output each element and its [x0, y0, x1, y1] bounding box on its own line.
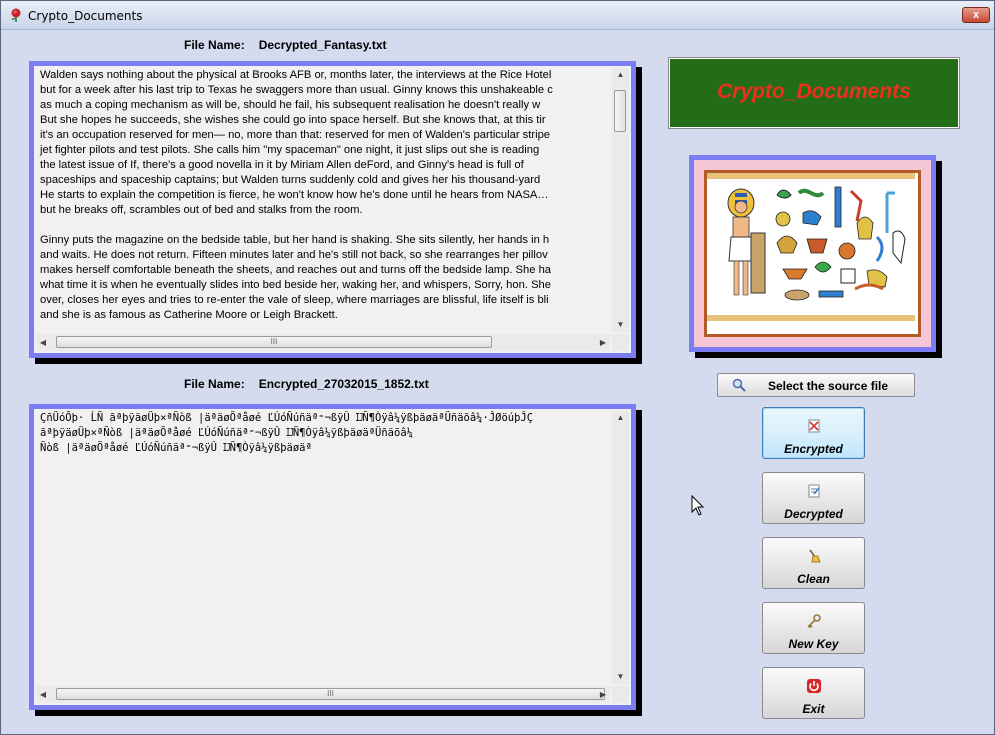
- banner-title: Crypto_Documents: [717, 80, 911, 103]
- rose-app-icon: [8, 7, 24, 23]
- file-name-label: File Name:: [184, 377, 245, 391]
- clean-label: Clean: [797, 572, 830, 586]
- text-line: jet fighter pilots and test pilots. She calls him "my spaceman" one night, it just slips out she is reading: [40, 144, 540, 156]
- scroll-corner: [612, 334, 629, 351]
- scroll-right-icon[interactable]: ▶: [599, 690, 607, 699]
- text-line: what time it is when he eventually slides into bed beside her, waking her, and whispers, Sorry, hon. She: [40, 279, 551, 291]
- new-key-button[interactable]: [762, 602, 865, 654]
- scroll-thumb[interactable]: [56, 688, 605, 700]
- scroll-thumb[interactable]: [614, 90, 626, 132]
- text-line: makes herself comfortable beneath the sheets, and reaches out and turns off the bedside lamp. She ha: [40, 264, 552, 276]
- text-line: Ginny puts the magazine on the bedside table, but her hand is shaking. She sits silently, her hands in h: [40, 234, 550, 246]
- horizontal-scrollbar[interactable]: [36, 334, 610, 351]
- exit-label: Exit: [802, 702, 825, 716]
- image-frame: [704, 170, 921, 337]
- decrypted-button[interactable]: [762, 472, 865, 524]
- magnifier-icon: [732, 378, 746, 392]
- text-line: ãªþÿäøÜþ×ªÑòß |äªäøÕªåøé ĽÚóÑúñäª⁼¬ßÿÛ ĲÑ¶Òÿâ¼ÿßþäøäªÜñäõâ¼: [40, 427, 413, 439]
- encrypted-file-name: [184, 377, 429, 391]
- text-line: and she is as famous as Catherine Moore or Leigh Brackett.: [40, 309, 338, 321]
- encrypted-text-panel: [29, 404, 636, 710]
- file-name-value: Decrypted_Fantasy.txt: [258, 38, 387, 52]
- text-line: but he breaks off, scrambles out of bed and stalks from the room.: [40, 204, 363, 216]
- select-source-file-button[interactable]: [717, 373, 915, 397]
- text-line: but for a week after his last trip to Texas he swaggers more than usual. Ginny knows this unshakeable c: [40, 84, 553, 96]
- decrypted-label: Decrypted: [784, 507, 843, 521]
- app-banner: [669, 58, 959, 128]
- text-line: Ñòß |äªäøÕªåøé ĽÚóÑúñäª⁼¬ßÿÛ ĲÑ¶Òÿâ¼ÿßþäøäª: [40, 442, 312, 454]
- scroll-down-icon[interactable]: ▼: [616, 672, 625, 681]
- text-line: ÇñÜóÕþ· ĹÑ ãªþÿäøÜþ×ªÑòß |äªäøÕªåøé ĽÚóÑúñäª⁼¬ßÿÛ ĲÑ¶Òÿâ¼ÿßþäøäªÜñäõâ¼·ĴØöúþĴÇ: [40, 412, 534, 424]
- encrypted-textarea[interactable]: [36, 411, 610, 684]
- hieroglyphs-illustration: [707, 173, 915, 321]
- broom-icon: [806, 548, 822, 564]
- grip-icon: III: [327, 689, 334, 698]
- scroll-corner: [612, 686, 629, 703]
- text-line: the latest issue of If, there's a good novella in it by Miriam Allen deFord, and Ginny's head is full of: [40, 159, 524, 171]
- clean-button[interactable]: [762, 537, 865, 589]
- decrypted-text-panel: [29, 61, 636, 358]
- vertical-scrollbar[interactable]: [612, 68, 629, 332]
- text-line: [40, 218, 610, 233]
- grip-icon: III: [270, 337, 278, 346]
- power-icon: [806, 678, 822, 694]
- close-button[interactable]: [962, 7, 990, 23]
- scroll-up-icon[interactable]: ▲: [616, 413, 625, 422]
- key-icon: [806, 613, 822, 629]
- scroll-right-icon[interactable]: ▶: [599, 338, 607, 347]
- text-line: spaceships and spaceship captains; but Walden turns suddenly cold and gives her his thousand-yard: [40, 174, 541, 186]
- encrypt-document-icon: [806, 418, 822, 434]
- new-key-label: New Key: [788, 637, 839, 651]
- window-title: Crypto_Documents: [28, 9, 143, 23]
- file-name-label: File Name:: [184, 38, 245, 52]
- vertical-scrollbar[interactable]: [612, 411, 629, 684]
- scroll-thumb[interactable]: [56, 336, 492, 348]
- decrypted-textarea[interactable]: [36, 68, 610, 332]
- text-line: Walden says nothing about the physical at Brooks AFB or, months later, the interviews at the Rice Hotel: [40, 69, 552, 81]
- text-line: and waits. He does not return. Fifteen minutes later and he's still not back, so she rearranges her pillov: [40, 249, 548, 261]
- select-source-label: Select the source file: [768, 379, 889, 393]
- scroll-left-icon[interactable]: ◀: [39, 338, 47, 347]
- scroll-left-icon[interactable]: ◀: [39, 690, 47, 699]
- text-line: But she hopes he succeeds, she wishes she could go into space herself. But she knows that, at this tir: [40, 114, 546, 126]
- file-name-value: Encrypted_27032015_1852.txt: [258, 377, 429, 391]
- text-line: over, closes her eyes and tries to re-enter the vale of sleep, where marriages are blissful, life itself is bli: [40, 294, 549, 306]
- horizontal-scrollbar[interactable]: [36, 686, 610, 703]
- mouse-pointer-icon: [691, 495, 705, 517]
- title-bar: [1, 1, 994, 30]
- decrypted-file-name: [184, 38, 387, 52]
- exit-button[interactable]: [762, 667, 865, 719]
- close-icon: x: [972, 9, 980, 21]
- encrypted-button[interactable]: [762, 407, 865, 459]
- decrypt-document-icon: [806, 483, 822, 499]
- text-line: it's an occupation reserved for men— no, more than that: reserved for men of Walden's particular stripe: [40, 129, 551, 141]
- scroll-up-icon[interactable]: ▲: [616, 70, 625, 79]
- text-line: He starts to explain the competition is fierce, he won't know how he's done until he hears from NASA…: [40, 189, 549, 201]
- scroll-down-icon[interactable]: ▼: [616, 320, 625, 329]
- encrypted-label: Encrypted: [784, 442, 843, 456]
- text-line: as much a coping mechanism as will be, should he fail, his subsequent realisation he doesn't really w: [40, 99, 541, 111]
- egyptian-hieroglyph-image: [689, 155, 936, 352]
